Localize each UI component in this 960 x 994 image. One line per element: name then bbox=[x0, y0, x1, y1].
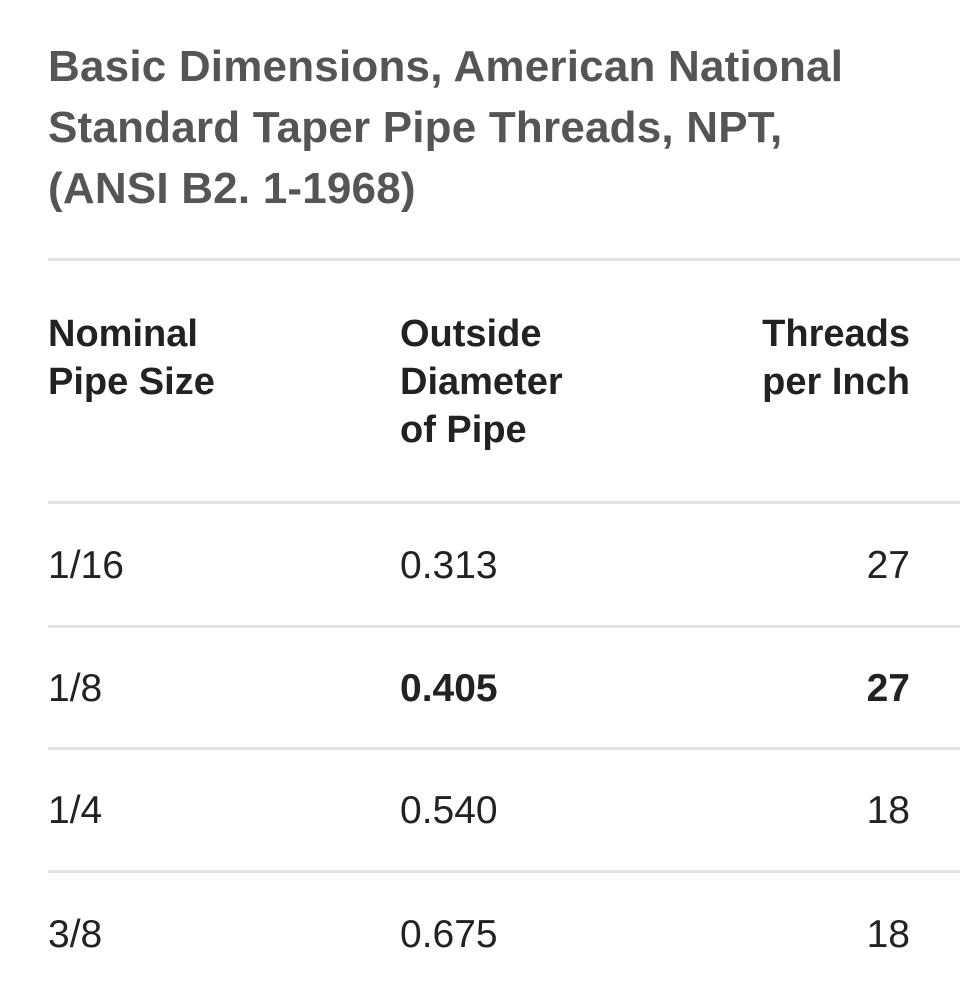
title-divider bbox=[48, 258, 960, 261]
title-line-1: Basic Dimensions, American National bbox=[48, 42, 844, 91]
cell-outside-diameter: 0.540 bbox=[400, 789, 498, 832]
cell-threads-per-inch: 18 bbox=[866, 913, 910, 956]
cell-threads-per-inch: 27 bbox=[866, 667, 910, 710]
page-title bbox=[48, 36, 928, 219]
cell-outside-diameter: 0.675 bbox=[400, 913, 498, 956]
title-line-3: (ANSI B2. 1-1968) bbox=[48, 164, 416, 213]
cell-outside-diameter: 0.313 bbox=[400, 544, 498, 587]
cell-nominal-size: 3/8 bbox=[48, 913, 103, 956]
cell-nominal-size: 1/4 bbox=[48, 789, 103, 832]
table-row bbox=[48, 905, 960, 965]
title-line-2: Standard Taper Pipe Threads, NPT, bbox=[48, 103, 783, 152]
cell-outside-diameter: 0.405 bbox=[400, 667, 498, 710]
table-row bbox=[48, 659, 960, 719]
table-row bbox=[48, 536, 960, 596]
cell-threads-per-inch: 27 bbox=[866, 544, 910, 587]
row-divider bbox=[48, 747, 960, 750]
table-header bbox=[48, 310, 960, 460]
cell-nominal-size: 1/16 bbox=[48, 544, 124, 587]
cell-threads-per-inch: 18 bbox=[866, 789, 910, 832]
row-divider bbox=[48, 625, 960, 628]
cell-nominal-size: 1/8 bbox=[48, 667, 103, 710]
table-row bbox=[48, 781, 960, 841]
npt-dimensions-page bbox=[48, 0, 960, 994]
header-threads-per-inch: Threads per Inch bbox=[762, 313, 910, 403]
header-nominal-pipe-size: Nominal Pipe Size bbox=[48, 313, 215, 403]
header-outside-diameter: Outside Diameter of Pipe bbox=[400, 313, 563, 451]
row-divider bbox=[48, 870, 960, 873]
header-divider bbox=[48, 501, 960, 504]
